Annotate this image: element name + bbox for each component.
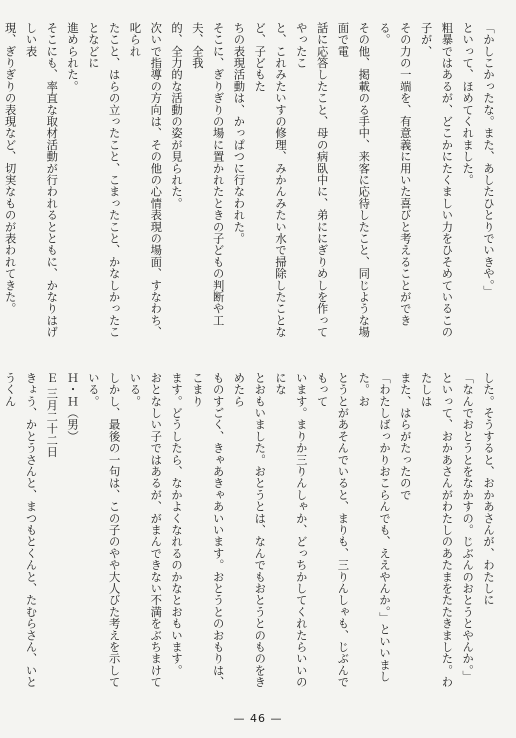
lower-text-line: とうとがあそんでいると、まりも、三りんしゃも、じぶんでもって [315, 372, 350, 688]
lower-text-line: また、はらがたったので [398, 372, 412, 501]
upper-text-line: 的、全力的な活動の姿が見られた。 [170, 22, 184, 210]
upper-text-line: 現、ぎりぎりの表現など、切実なものが表われてきた。 [3, 22, 17, 315]
lower-text-line: した。そうすると、おかあさんが、わたしに [482, 372, 495, 606]
lower-text-line: 「わたしばっかりおこらんでも、ええやんか。」といいました。お [357, 372, 392, 683]
upper-text-line: と、これみたいすの修理、みかんみたい水で掃除したことなど、子どもた [253, 22, 288, 338]
lower-text-line: Ｅ 三月二十二日 [45, 372, 59, 458]
lower-text-line: きょう、かとうさんと、まつもとくんと、たむらさん、いとうくん [3, 372, 38, 688]
lower-text-line: おとなしい子ではあるが、がまんできない不満をぶちまけている。 [128, 372, 163, 688]
upper-text-line: 粗暴ではあるが、どこかにたくましい力をひそめているこの子が、 [419, 22, 454, 338]
page-number: — 46 — [233, 712, 283, 725]
lower-text-line: しかし、最後の一句は、この子のやや大人びた考えを示している。 [86, 372, 121, 688]
upper-text-line: そこに、ぎりぎりの場に置かれたときの子どもの判断や工夫、全我 [190, 22, 225, 327]
lower-text-line: います。まりか三りんしゃか、どっちかしてくれたらいいのにな [274, 372, 308, 688]
upper-text-line: 話に応答したこと、母の病臥中に、弟ににぎりめしを作ってやったこ [294, 22, 329, 338]
upper-text-line: 「かしこかったな。また、あしたひとりでいきや。」 [482, 22, 495, 298]
lower-text-line: Ｈ・Ｈ（男） [66, 372, 80, 443]
lower-text-line: ものすごく、きゃあきゃあいいます。おとうとのおもりは、こまり [190, 372, 225, 688]
lower-text-line: 「なんでおとうとをなかすの。じぶんのおとうとやんか。」 [461, 372, 475, 683]
upper-text-line: 次いで指導の方向は、その他の心情表現の場面、すなわち、叱られ [128, 22, 163, 338]
upper-text-block [0, 22, 498, 340]
lower-text-block [0, 372, 498, 690]
upper-text-line: その力の一端を、有意義に用いた喜びと考えることができる。 [378, 22, 412, 327]
upper-text-line: その他、掲載のる手中、来客に応待したこと、同じような場面で電 [336, 22, 371, 338]
upper-text-line: そこにも、率直な取材活動が行われるとともに、かなりはげしい表 [24, 22, 59, 338]
upper-text-line: 進められた。 [66, 22, 80, 93]
upper-text-line: といって、ほめてくれました。 [461, 22, 475, 186]
upper-text-line: ちの表現活動は、かっぱつに行なわれた。 [232, 22, 246, 245]
lower-text-line: ます。どうしたら、なかよくなれるのかなとおもいます。 [170, 372, 184, 677]
upper-text-line: たこと、はらの立ったこと、こまったこと、かなしかったことなどに [86, 22, 121, 338]
lower-text-line: といって、おかあさんがわたしのあたまをたたきました。わたしは [419, 372, 454, 688]
lower-text-line: とおもいました。おとうとは、なんでもおとうとのものをきめたら [232, 372, 267, 688]
